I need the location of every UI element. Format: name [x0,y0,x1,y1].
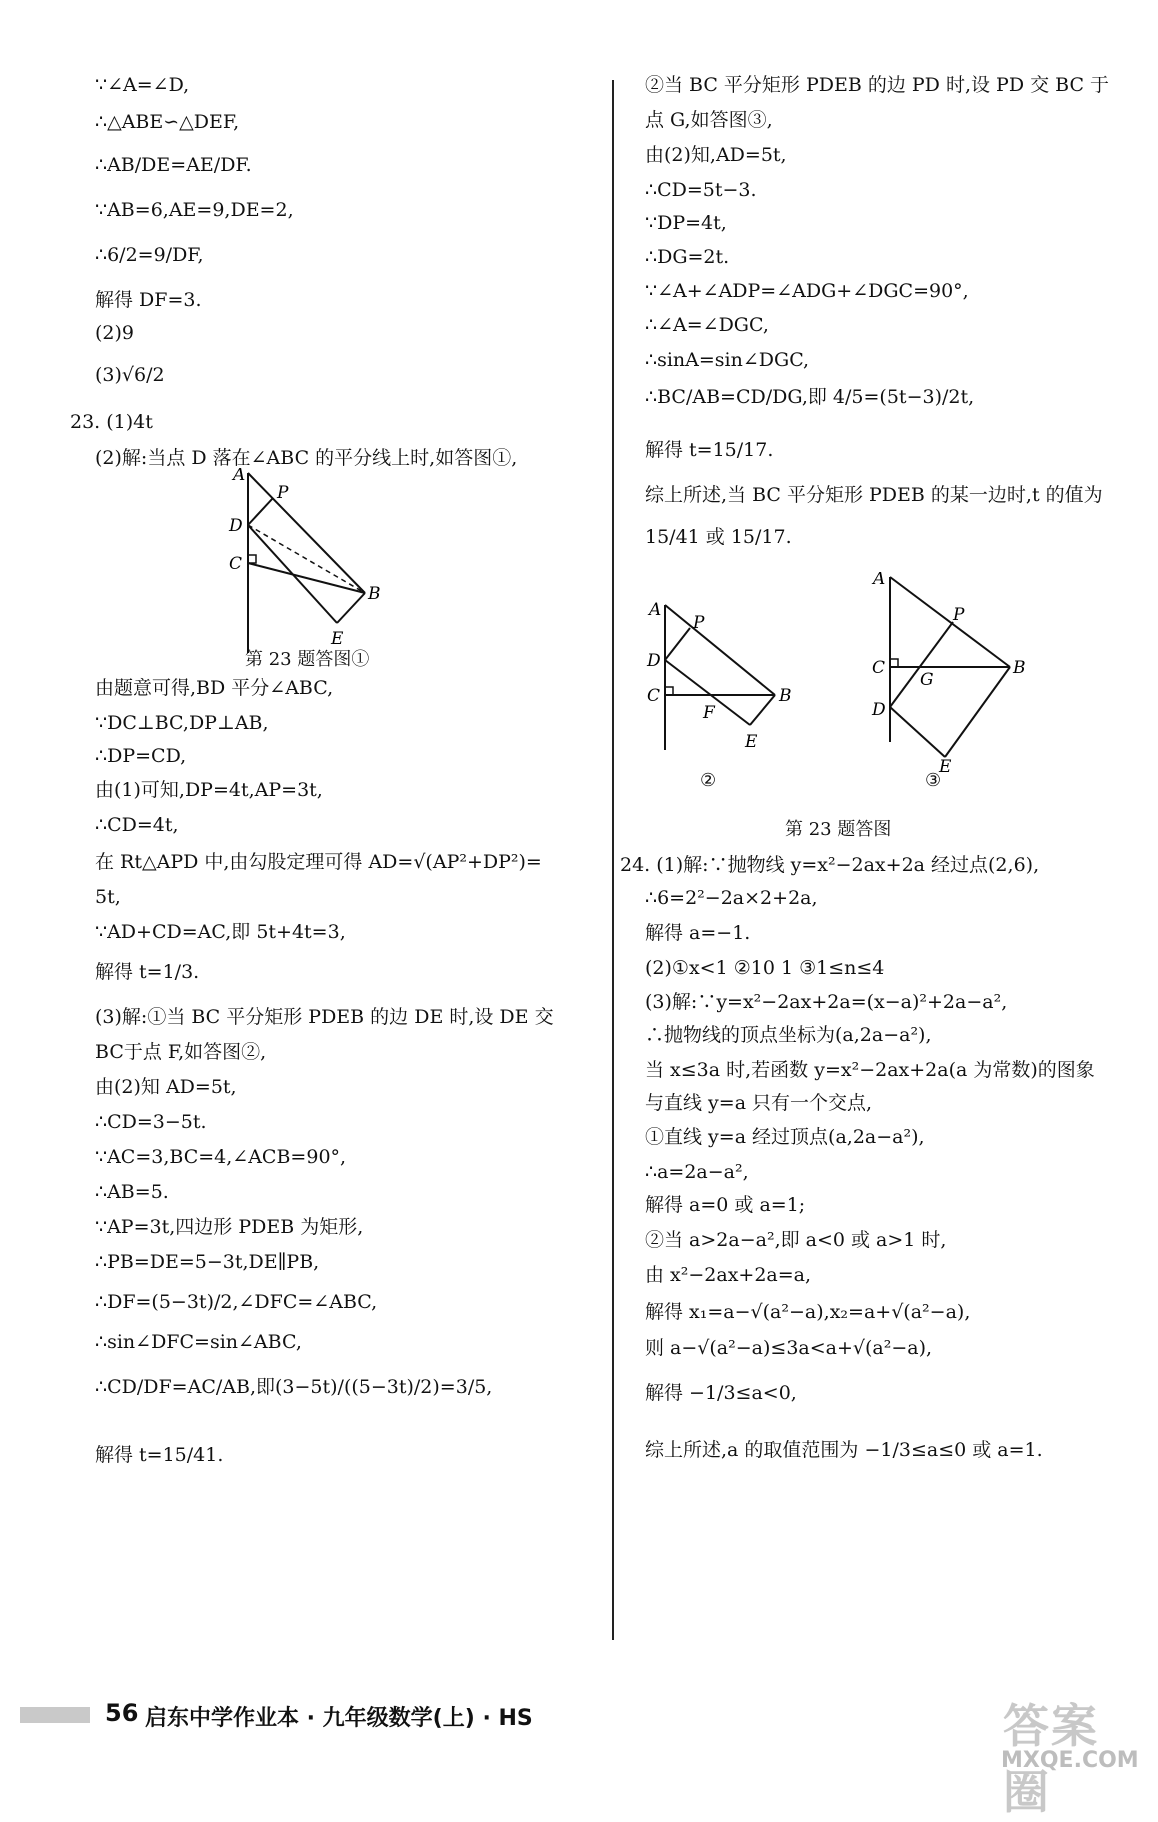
text-line: ∴DF=(5−3t)/2,∠DFC=∠ABC, [95,1291,378,1313]
label-d: D [647,651,661,671]
text-line: ∴CD/DF=AC/AB,即(3−5t)/((5−3t)/2)=3/5, [95,1376,493,1398]
text-line: ∴PB=DE=5−3t,DE∥PB, [95,1251,320,1273]
line-ab [248,473,365,593]
column-divider [612,80,614,1640]
text-line: ∵AC=3,BC=4,∠ACB=90°, [95,1146,347,1168]
figure-23-1 [215,468,385,658]
text-line: 点 G,如答图③, [645,109,773,131]
text-line: ∴sin∠DFC=sin∠ABC, [95,1331,302,1353]
text-line: 由(2)知 AD=5t, [95,1076,237,1098]
text-line: 综上所述,a 的取值范围为 −1/3≤a≤0 或 a=1. [645,1439,1043,1461]
text-line: (2)①x<1 ②10 1 ③1≤n≤4 [645,957,885,979]
label-p: P [953,605,965,625]
line-dp [890,622,953,707]
figure-caption: 第 23 题答图① [245,649,370,670]
label-c: C [229,554,243,574]
text-line: ∴△ABE∽△DEF, [95,111,240,133]
text-line: ∵∠A=∠D, [95,74,190,96]
text-line: ∵AD+CD=AC,即 5t+4t=3, [95,921,346,943]
right-angle-mark [890,659,898,667]
text-line: ∴CD=4t, [95,814,179,836]
text-line: ①直线 y=a 经过顶点(a,2a−a²), [645,1126,925,1148]
label-d: D [229,516,243,536]
label-d: D [872,700,886,720]
text-line: ∴AB=5. [95,1181,169,1203]
label-e: E [745,732,758,752]
label-a: A [873,572,886,589]
text-line: (2)解:当点 D 落在∠ABC 的平分线上时,如答图①, [95,447,518,469]
figure-label-2: ② [700,770,717,791]
text-line: 解得 DF=3. [95,289,202,311]
line-eb [945,667,1010,757]
text-line: 解得 x₁=a−√(a²−a),x₂=a+√(a²−a), [645,1301,971,1323]
text-line: 解得 t=15/17. [645,439,774,461]
text-line: ∵DC⊥BC,DP⊥AB, [95,712,269,734]
text-line: ∵AP=3t,四边形 PDEB 为矩形, [95,1216,364,1238]
text-line: 则 a−√(a²−a)≤3a<a+√(a²−a), [645,1337,933,1359]
text-line: 由题意可得,BD 平分∠ABC, [95,677,334,699]
text-line: 解得 t=1/3. [95,961,200,983]
label-b: B [368,584,381,604]
watermark-main: 答案圈 [1003,1699,1099,1819]
text-line: ∴∠A=∠DGC, [645,314,769,336]
page-number: 56 [105,1699,139,1727]
text-line: BC于点 F,如答图②, [95,1041,267,1063]
right-angle-mark [665,687,673,695]
label-p: P [277,483,289,503]
page-footer [20,1695,620,1735]
text-line: 由(1)可知,DP=4t,AP=3t, [95,779,323,801]
text-line: ∴6=2²−2a×2+2a, [645,887,818,909]
watermark-sub: MXQE.COM [1001,1748,1139,1773]
text-line: 5t, [95,886,121,908]
text-line: 解得 −1/3≤a<0, [645,1382,797,1404]
text-line: ∴DG=2t. [645,246,730,268]
text-line: 与直线 y=a 只有一个交点, [645,1092,873,1114]
line-de [248,525,337,623]
text-line: 解得 t=15/41. [95,1444,224,1466]
footer-bar [20,1707,90,1723]
text-line: ∴sinA=sin∠DGC, [645,349,810,371]
text-line: 23. (1)4t [70,411,153,433]
text-line: (3)解:∵y=x²−2ax+2a=(x−a)²+2a−a², [645,991,1008,1013]
label-e: E [331,629,344,649]
text-line: ∴DP=CD, [95,745,187,767]
right-angle-mark [248,555,256,563]
text-line: ∴BC/AB=CD/DG,即 4/5=(5t−3)/2t, [645,386,975,408]
label-f: F [703,703,715,723]
figure-caption: 第 23 题答图 [785,819,892,840]
text-line: (2)9 [95,322,135,344]
label-p: P [693,613,705,633]
text-line: ∴CD=3−5t. [95,1111,207,1133]
book-title: 启东中学作业本 · 九年级数学(上) · HS [145,1706,533,1731]
text-line: (3)解:①当 BC 平分矩形 PDEB 的边 DE 时,设 DE 交 [95,1006,554,1028]
text-line: ∴6/2=9/DF, [95,244,204,266]
label-a: A [233,468,246,485]
line-eb [337,593,365,623]
line-ab [665,605,775,695]
text-line: ∴a=2a−a², [645,1161,749,1183]
text-line: 24. (1)解:∵抛物线 y=x²−2ax+2a 经过点(2,6), [620,854,1040,876]
line-ab [890,577,1010,667]
label-b: B [779,686,792,706]
label-c: C [647,686,661,706]
text-line: 15/41 或 15/17. [645,526,792,548]
label-a: A [649,600,662,620]
label-e: E [939,757,952,772]
text-line: 解得 a=−1. [645,922,751,944]
label-b: B [1013,658,1026,678]
figure-23-2 [645,600,815,780]
text-line: ②当 a>2a−a²,即 a<0 或 a>1 时, [645,1229,947,1251]
text-line: 当 x≤3a 时,若函数 y=x²−2ax+2a(a 为常数)的图象 [645,1059,1095,1081]
text-line: 解得 a=0 或 a=1; [645,1194,806,1216]
line-dp [665,628,690,660]
text-line: ∴AB/DE=AE/DF. [95,154,252,176]
text-line: (3)√6/2 [95,364,165,386]
text-line: 由(2)知,AD=5t, [645,144,787,166]
text-line: ∴CD=5t−3. [645,179,757,201]
line-de [890,707,945,757]
text-line: 在 Rt△APD 中,由勾股定理可得 AD=√(AP²+DP²)= [95,851,542,873]
line-eb [750,695,775,725]
text-line: ∵AB=6,AE=9,DE=2, [95,199,294,221]
text-line: 由 x²−2ax+2a=a, [645,1264,812,1286]
label-c: C [872,658,886,678]
text-line: ∴抛物线的顶点坐标为(a,2a−a²), [645,1024,932,1046]
figure-23-3 [865,572,1045,772]
text-line: ∵DP=4t, [645,212,727,234]
figure-label-3: ③ [925,770,942,791]
label-g: G [920,670,934,690]
text-line: 综上所述,当 BC 平分矩形 PDEB 的某一边时,t 的值为 [645,484,1103,506]
line-db-dashed [248,525,365,593]
text-line: ②当 BC 平分矩形 PDEB 的边 PD 时,设 PD 交 BC 于 [645,74,1110,96]
text-line: ∵∠A+∠ADP=∠ADG+∠DGC=90°, [645,280,969,302]
line-dp [248,498,273,525]
watermark [993,1690,1143,1819]
